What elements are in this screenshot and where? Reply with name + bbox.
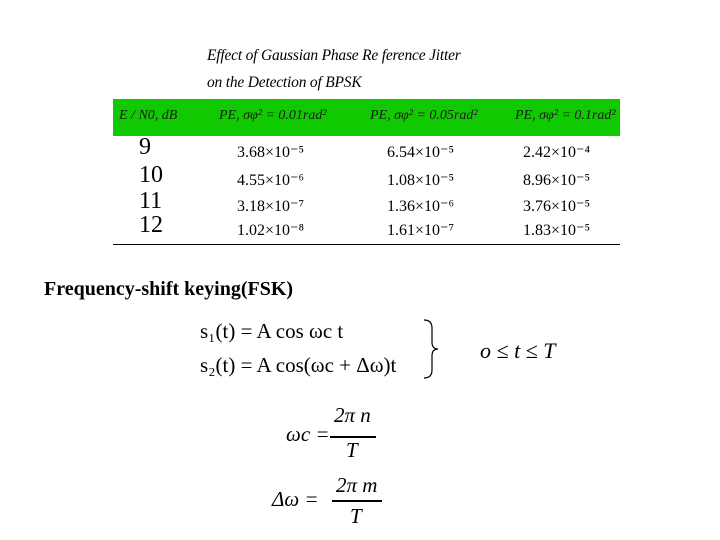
cell-value: 1.36×10⁻⁶ (387, 198, 455, 215)
cell-snr: 11 (139, 188, 163, 214)
fsk-signal-1-equation: s₁(t) = A cos ωc t (200, 319, 344, 343)
table-header-row (113, 99, 620, 136)
fsk-signal-2-equation: s₂(t) = A cos(ωc + Δω)t (200, 353, 397, 377)
cell-value: 8.96×10⁻⁵ (523, 172, 591, 189)
table-body (113, 136, 620, 245)
cell-value: 1.83×10⁻⁵ (523, 222, 591, 239)
fsk-heading: Frequency-shift keying(FSK) (44, 278, 294, 300)
header-snr: E / N0, dB (119, 108, 178, 123)
header-jitter-005: PE, σφ² = 0.05rad² (370, 108, 478, 123)
cell-value: 3.68×10⁻⁵ (237, 144, 305, 161)
omega-c-denominator: T (346, 438, 358, 462)
fraction-bar (332, 500, 382, 502)
table-title-line1: Effect of Gaussian Phase Re ference Jitter (207, 47, 461, 64)
cell-value: 4.55×10⁻⁶ (237, 172, 305, 189)
delta-omega-denominator: T (350, 504, 362, 528)
time-range: o ≤ t ≤ T (480, 338, 556, 363)
cell-value: 3.76×10⁻⁵ (523, 198, 591, 215)
cell-snr: 10 (139, 162, 163, 188)
omega-c-lhs: ωc = (286, 422, 330, 446)
table-row (113, 134, 620, 164)
delta-omega-numerator: 2π m (336, 473, 378, 497)
cell-value: 3.18×10⁻⁷ (237, 198, 305, 215)
header-jitter-01: PE, σφ² = 0.1rad² (515, 108, 616, 123)
right-brace-icon (420, 318, 440, 380)
cell-snr: 9 (139, 134, 151, 160)
cell-value: 2.42×10⁻⁴ (523, 144, 591, 161)
table-title-line2: on the Detection of BPSK (207, 74, 362, 91)
cell-value: 1.08×10⁻⁵ (387, 172, 455, 189)
cell-value: 6.54×10⁻⁵ (387, 144, 455, 161)
cell-snr: 12 (139, 212, 163, 238)
table-row (113, 188, 620, 218)
ber-table (113, 99, 620, 245)
table-row (113, 212, 620, 242)
delta-omega-lhs: Δω = (272, 487, 319, 511)
cell-value: 1.02×10⁻⁸ (237, 222, 305, 239)
table-row (113, 162, 620, 192)
cell-value: 1.61×10⁻⁷ (387, 222, 455, 239)
header-jitter-001: PE, σφ² = 0.01rad² (219, 108, 327, 123)
omega-c-numerator: 2π n (334, 403, 371, 427)
